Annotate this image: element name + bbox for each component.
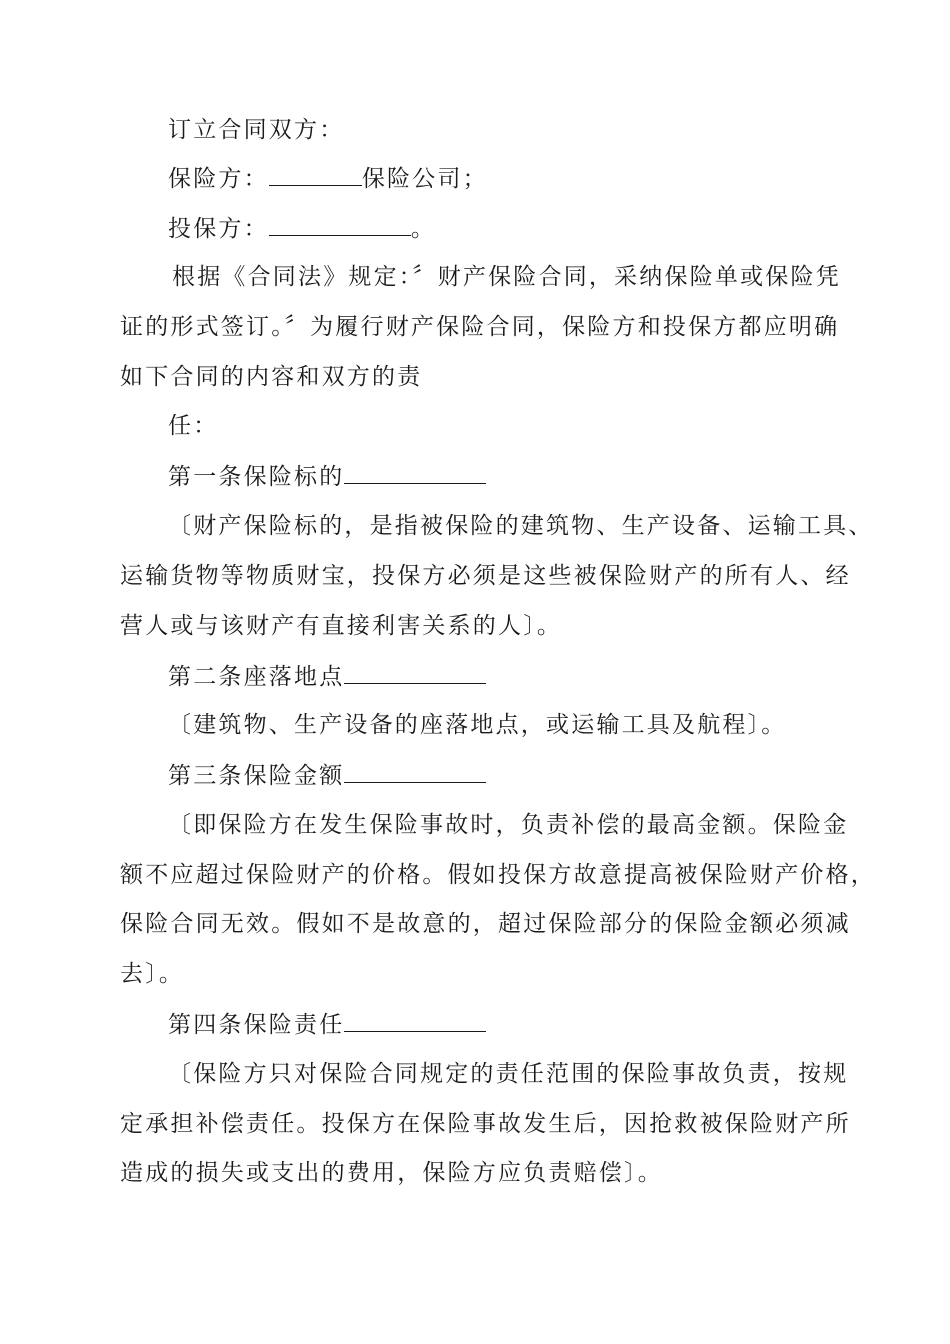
insurer-line xyxy=(168,163,488,194)
policyholder-prefix: 投保方： xyxy=(168,216,269,242)
insurer-prefix: 保险方： xyxy=(168,166,269,192)
article-2-line-1: 〔建筑物、生产设备的座落地点，或运输工具及航程〕。 xyxy=(168,712,787,738)
article-1-blank xyxy=(344,461,486,484)
article-1-title: 第一条保险标的 xyxy=(168,464,345,490)
intro-line-4: 任： xyxy=(168,413,219,439)
article-2-title-line xyxy=(168,661,486,692)
article-4-line-3: 造成的损失或支出的费用，保险方应负责赔偿〕。 xyxy=(120,1160,663,1186)
intro-line-3: 如下合同的内容和双方的责 xyxy=(120,364,423,390)
article-4-line-2: 定承担补偿责任。投保方在保险事故发生后，因抢救被保险财产所 xyxy=(120,1111,851,1137)
intro-line-2: 证的形式签订。〞为履行财产保险合同，保险方和投保方都应明确 xyxy=(120,314,840,340)
article-3-blank xyxy=(344,760,486,783)
article-1-title-line xyxy=(168,461,486,492)
article-4-blank xyxy=(344,1009,486,1032)
policyholder-suffix: 。 xyxy=(410,216,437,242)
article-3-title-line xyxy=(168,760,486,791)
article-1-line-2: 运输货物等物质财宝，投保方必须是这些被保险财产的所有人、经 xyxy=(120,563,851,589)
article-3-line-3: 保险合同无效。假如不是故意的，超过保险部分的保险金额必须减 xyxy=(120,911,851,937)
insurer-name-blank xyxy=(269,163,362,186)
article-4-title-line xyxy=(168,1009,486,1040)
article-1-line-3: 营人或与该财产有直接利害关系的人〕。 xyxy=(120,613,563,639)
article-2-title: 第二条座落地点 xyxy=(168,664,345,690)
article-4-line-1: 〔保险方只对保险合同规定的责任范围的保险事故负责，按规 xyxy=(168,1061,849,1087)
article-1-line-1: 〔财产保险标的，是指被保险的建筑物、生产设备、运输工具、 xyxy=(168,513,874,539)
article-4-title: 第四条保险责任 xyxy=(168,1012,345,1038)
policyholder-line xyxy=(168,213,436,244)
intro-line-1: 根据《合同法》规定：〞财产保险合同，采纳保险单或保险凭 xyxy=(172,264,841,290)
policyholder-name-blank xyxy=(269,213,411,236)
insurer-suffix: 保险公司； xyxy=(361,166,488,192)
article-3-line-1: 〔即保险方在发生保险事故时，负责补偿的最高金额。保险金 xyxy=(168,812,849,838)
article-2-blank xyxy=(344,661,486,684)
article-3-line-4: 去〕。 xyxy=(120,961,185,987)
article-3-title: 第三条保险金额 xyxy=(168,763,345,789)
article-3-line-2: 额不应超过保险财产的价格。假如投保方故意提高被保险财产价格， xyxy=(120,862,876,888)
parties-heading: 订立合同双方： xyxy=(168,117,345,143)
